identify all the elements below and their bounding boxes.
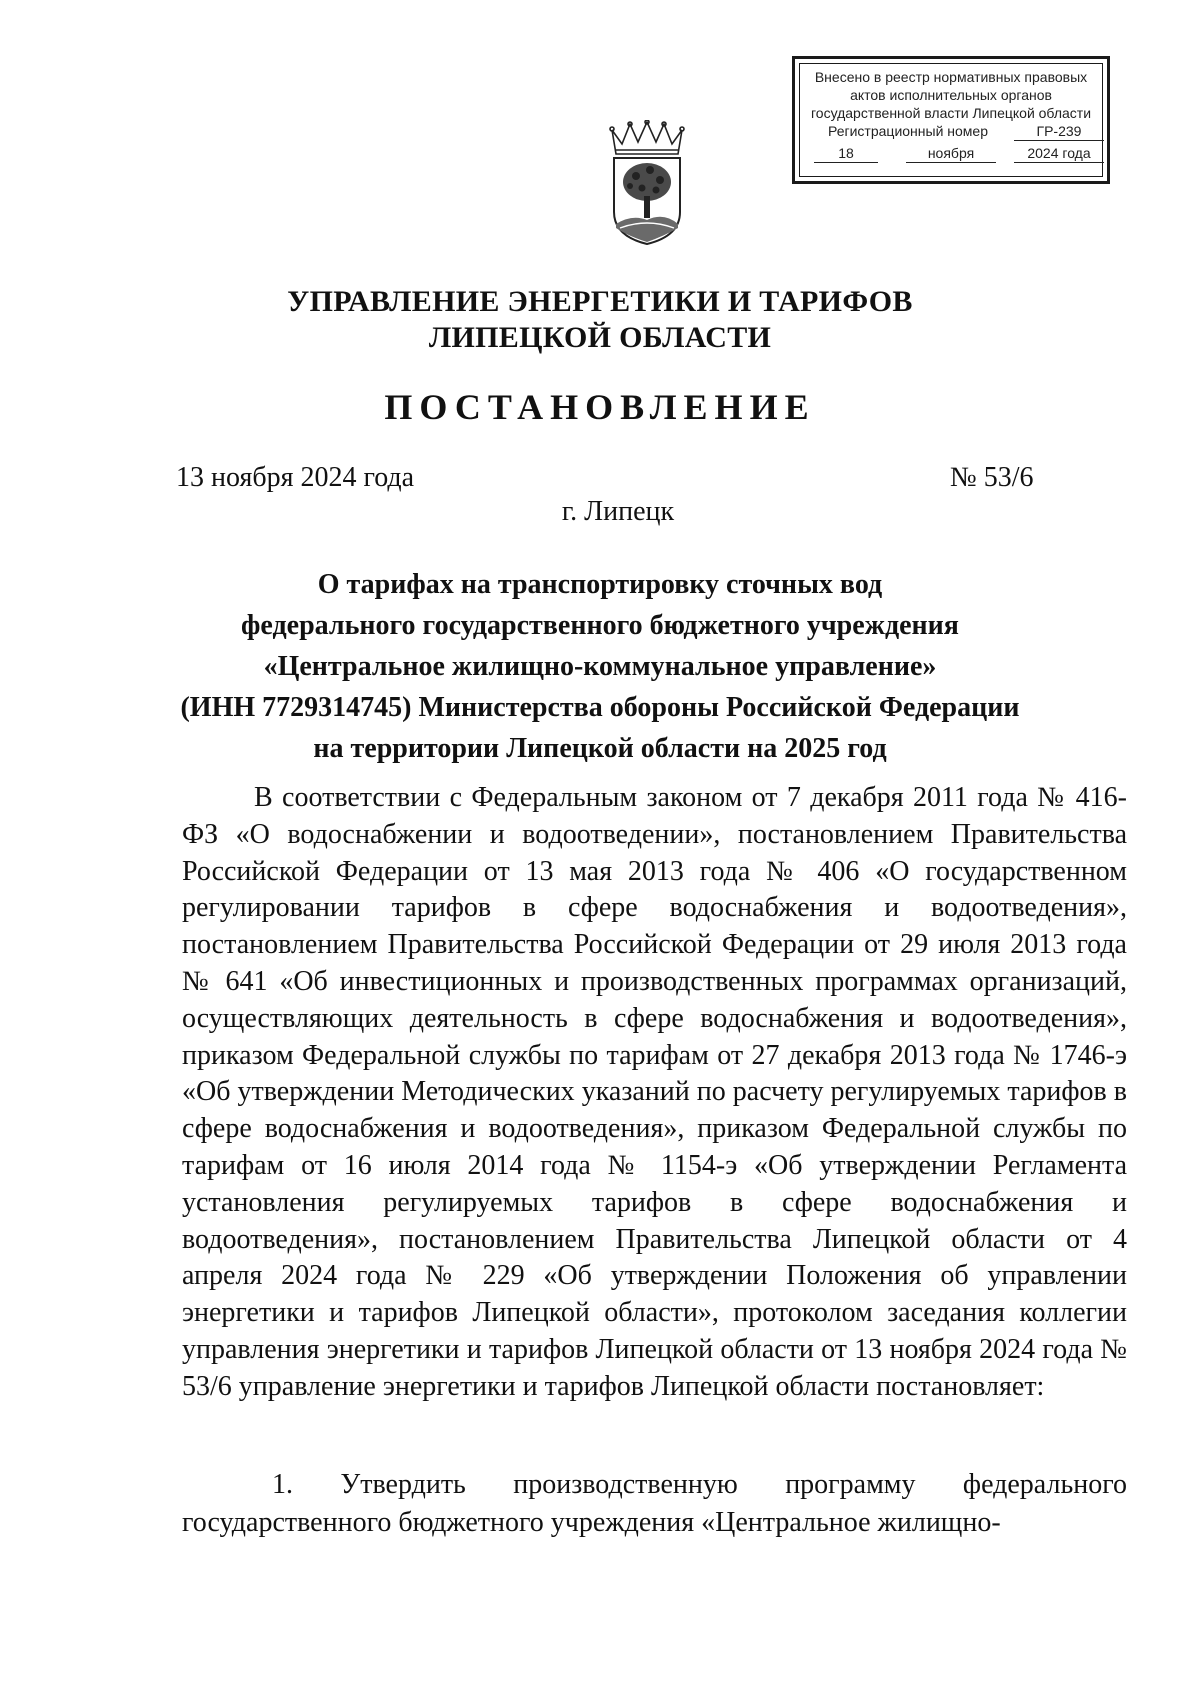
registration-stamp xyxy=(792,56,1110,184)
subject-line-2: федерального государственного бюджетного учреждения xyxy=(241,610,959,641)
subject-line-1: О тарифах на транспортировку сточных вод xyxy=(317,569,883,600)
document-subject xyxy=(0,564,1200,769)
item-1-paragraph: 1. Утвердить производственную программу федерального государственного бюджетного учреждения «Центральное жилищно- xyxy=(182,1469,1127,1538)
subject-line-5: на территории Липецкой области на 2025 год xyxy=(313,733,887,764)
document-city: г. Липецк xyxy=(561,496,675,527)
subject-line-4: (ИНН 7729314745) Министерства обороны Российской Федерации xyxy=(180,692,1020,723)
document-date: 13 ноября 2024 года xyxy=(176,462,415,493)
lipetsk-coat-of-arms-icon xyxy=(606,120,688,246)
stamp-year: 2024 года xyxy=(1014,144,1104,163)
stamp-line-3: государственной власти Липецкой области xyxy=(810,105,1092,121)
org-title-line-1: УПРАВЛЕНИЕ ЭНЕРГЕТИКИ И ТАРИФОВ xyxy=(287,285,913,318)
document-type-heading: ПОСТАНОВЛЕНИЕ xyxy=(384,387,816,427)
stamp-day: 18 xyxy=(814,144,878,163)
coat-of-arms-graphic xyxy=(606,120,688,246)
document-number: № 53/6 xyxy=(950,462,1034,493)
stamp-month: ноября xyxy=(906,144,996,163)
stamp-reg-label: Регистрационный номер xyxy=(828,123,988,139)
stamp-reg-number: ГР-239 xyxy=(1014,122,1104,141)
subject-line-3: «Центральное жилищно-коммунальное управление» xyxy=(263,651,937,682)
org-title-line-2: ЛИПЕЦКОЙ ОБЛАСТИ xyxy=(428,321,772,354)
preamble-paragraph: В соответствии с Федеральным законом от 7 декабря 2011 года № 416-ФЗ «О водоснабжении и водоотведении», постановлением Правительства Российской Федерации от 13 мая 2013 года № 406 «О государственном регулировании тарифов в сфере водоснабжения и водоотведения», постановлением Правительства Российской Федерации от 29 июля 2013 года № 641 «Об инвестиционных и производственных программах организаций, осуществляющих деятельность в сфере водоснабжения и водоотведения», приказом Федеральной службы по тарифам от 27 декабря 2013 года № 1746-э «Об утверждении Методических указаний по расчету регулируемых тарифов в сфере водоснабжения и водоотведения», приказом Федеральной службы по тарифам от 16 июля 2014 года № 1154-э «Об утверждении Регламента установления регулируемых тарифов в сфере водоснабжения и водоотведения», постановлением Правительства Липецкой области от 4 апреля 2024 года № 229 «Об утверждении Положения об управлении энергетики и тарифов Липецкой области», протоколом заседания коллегии управления энергетики и тарифов Липецкой области от 13 ноября 2024 года № 53/6 управление энергетики и тарифов Липецкой области постановляет: xyxy=(182,782,1127,1402)
stamp-inner-frame xyxy=(799,63,1103,177)
stamp-line-1: Внесено в реестр нормативных правовых xyxy=(814,69,1088,85)
stamp-line-2: актов исполнительных органов xyxy=(850,87,1052,103)
